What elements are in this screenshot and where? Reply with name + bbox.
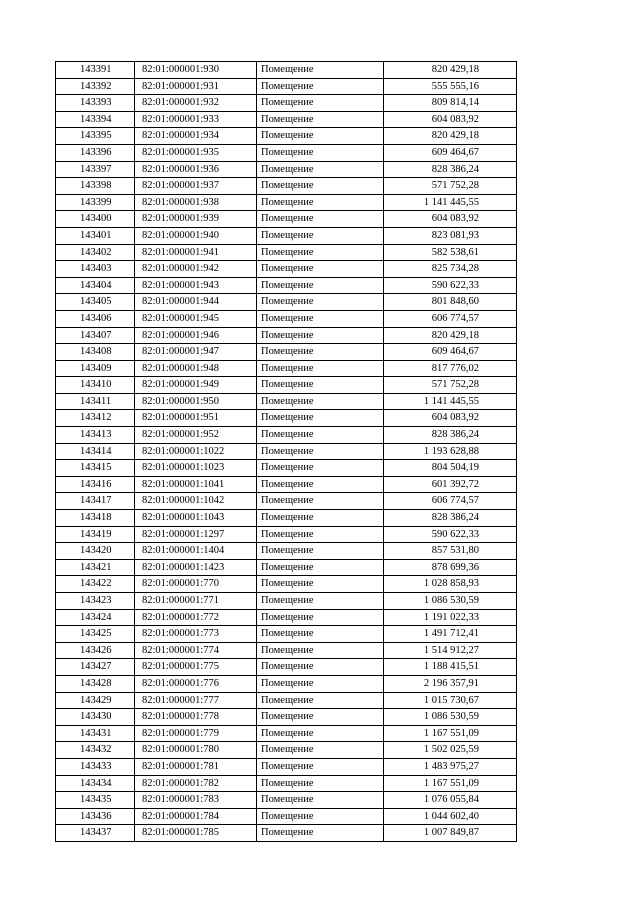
cadastral-value-cell: 857 531,80	[384, 543, 517, 560]
table-row	[56, 377, 517, 394]
cadastral-number-cell: 82:01:000001:775	[135, 659, 257, 676]
table-row	[56, 675, 517, 692]
row-number-cell: 143432	[56, 742, 135, 759]
cadastral-value-cell: 1 007 849,87	[384, 825, 517, 842]
cadastral-number-cell: 82:01:000001:783	[135, 792, 257, 809]
cadastral-number-cell: 82:01:000001:776	[135, 675, 257, 692]
table-row	[56, 692, 517, 709]
table-row	[56, 128, 517, 145]
cadastral-value-cell: 1 141 445,55	[384, 393, 517, 410]
row-number-cell: 143436	[56, 808, 135, 825]
cadastral-value-cell: 555 555,16	[384, 78, 517, 95]
row-number-cell: 143414	[56, 443, 135, 460]
row-number-cell: 143429	[56, 692, 135, 709]
cadastral-value-cell: 571 752,28	[384, 377, 517, 394]
cadastral-value-cell: 1 076 055,84	[384, 792, 517, 809]
object-type-cell: Помещение	[257, 344, 384, 361]
cadastral-value-cell: 1 167 551,09	[384, 725, 517, 742]
table-row	[56, 410, 517, 427]
cadastral-value-cell: 1 044 602,40	[384, 808, 517, 825]
object-type-cell: Помещение	[257, 78, 384, 95]
table-row	[56, 327, 517, 344]
row-number-cell: 143393	[56, 95, 135, 112]
cadastral-value-cell: 1 502 025,59	[384, 742, 517, 759]
row-number-cell: 143391	[56, 62, 135, 79]
object-type-cell: Помещение	[257, 825, 384, 842]
row-number-cell: 143405	[56, 294, 135, 311]
cadastral-value-cell: 2 196 357,91	[384, 675, 517, 692]
table-row	[56, 427, 517, 444]
row-number-cell: 143435	[56, 792, 135, 809]
table-row	[56, 792, 517, 809]
row-number-cell: 143421	[56, 559, 135, 576]
cadastral-number-cell: 82:01:000001:771	[135, 593, 257, 610]
object-type-cell: Помещение	[257, 659, 384, 676]
row-number-cell: 143434	[56, 775, 135, 792]
table-row	[56, 227, 517, 244]
row-number-cell: 143418	[56, 510, 135, 527]
row-number-cell: 143412	[56, 410, 135, 427]
cadastral-number-cell: 82:01:000001:942	[135, 261, 257, 278]
cadastral-number-cell: 82:01:000001:941	[135, 244, 257, 261]
row-number-cell: 143427	[56, 659, 135, 676]
object-type-cell: Помещение	[257, 626, 384, 643]
row-number-cell: 143402	[56, 244, 135, 261]
cadastral-value-cell: 1 141 445,55	[384, 194, 517, 211]
object-type-cell: Помещение	[257, 178, 384, 195]
cadastral-number-cell: 82:01:000001:937	[135, 178, 257, 195]
cadastral-number-cell: 82:01:000001:947	[135, 344, 257, 361]
table-row	[56, 825, 517, 842]
cadastral-value-cell: 604 083,92	[384, 410, 517, 427]
cadastral-number-cell: 82:01:000001:930	[135, 62, 257, 79]
object-type-cell: Помещение	[257, 609, 384, 626]
object-type-cell: Помещение	[257, 194, 384, 211]
row-number-cell: 143417	[56, 493, 135, 510]
object-type-cell: Помещение	[257, 593, 384, 610]
row-number-cell: 143431	[56, 725, 135, 742]
table-row	[56, 725, 517, 742]
cadastral-number-cell: 82:01:000001:934	[135, 128, 257, 145]
cadastral-number-cell: 82:01:000001:938	[135, 194, 257, 211]
object-type-cell: Помещение	[257, 808, 384, 825]
cadastral-value-cell: 1 483 975,27	[384, 758, 517, 775]
cadastral-number-cell: 82:01:000001:949	[135, 377, 257, 394]
row-number-cell: 143416	[56, 476, 135, 493]
table-row	[56, 393, 517, 410]
cadastral-value-cell: 609 464,67	[384, 344, 517, 361]
cadastral-value-cell: 590 622,33	[384, 526, 517, 543]
cadastral-number-cell: 82:01:000001:780	[135, 742, 257, 759]
cadastral-value-cell: 1 514 912,27	[384, 642, 517, 659]
row-number-cell: 143413	[56, 427, 135, 444]
cadastral-value-cell: 1 167 551,09	[384, 775, 517, 792]
row-number-cell: 143392	[56, 78, 135, 95]
cadastral-number-cell: 82:01:000001:952	[135, 427, 257, 444]
table-row	[56, 510, 517, 527]
cadastral-value-cell: 606 774,57	[384, 493, 517, 510]
cadastral-number-cell: 82:01:000001:782	[135, 775, 257, 792]
cadastral-number-cell: 82:01:000001:1041	[135, 476, 257, 493]
cadastral-number-cell: 82:01:000001:948	[135, 360, 257, 377]
cadastral-value-cell: 606 774,57	[384, 310, 517, 327]
object-type-cell: Помещение	[257, 128, 384, 145]
object-type-cell: Помещение	[257, 144, 384, 161]
cadastral-number-cell: 82:01:000001:773	[135, 626, 257, 643]
object-type-cell: Помещение	[257, 294, 384, 311]
object-type-cell: Помещение	[257, 476, 384, 493]
object-type-cell: Помещение	[257, 393, 384, 410]
cadastral-number-cell: 82:01:000001:779	[135, 725, 257, 742]
table-row	[56, 709, 517, 726]
row-number-cell: 143411	[56, 393, 135, 410]
cadastral-value-cell: 817 776,02	[384, 360, 517, 377]
cadastral-number-cell: 82:01:000001:940	[135, 227, 257, 244]
table-row	[56, 758, 517, 775]
object-type-cell: Помещение	[257, 642, 384, 659]
object-type-cell: Помещение	[257, 360, 384, 377]
cadastral-value-cell: 878 699,36	[384, 559, 517, 576]
table-row	[56, 62, 517, 79]
cadastral-value-cell: 809 814,14	[384, 95, 517, 112]
cadastral-value-cell: 828 386,24	[384, 427, 517, 444]
table-row	[56, 576, 517, 593]
cadastral-number-cell: 82:01:000001:1022	[135, 443, 257, 460]
table-row	[56, 194, 517, 211]
cadastral-value-cell: 604 083,92	[384, 211, 517, 228]
object-type-cell: Помещение	[257, 510, 384, 527]
row-number-cell: 143399	[56, 194, 135, 211]
table-row	[56, 277, 517, 294]
cadastral-value-cell: 1 191 022,33	[384, 609, 517, 626]
cadastral-value-cell: 820 429,18	[384, 327, 517, 344]
cadastral-number-cell: 82:01:000001:772	[135, 609, 257, 626]
row-number-cell: 143396	[56, 144, 135, 161]
table-row	[56, 775, 517, 792]
object-type-cell: Помещение	[257, 493, 384, 510]
row-number-cell: 143424	[56, 609, 135, 626]
row-number-cell: 143409	[56, 360, 135, 377]
object-type-cell: Помещение	[257, 211, 384, 228]
cadastral-number-cell: 82:01:000001:1043	[135, 510, 257, 527]
cadastral-value-cell: 804 504,19	[384, 460, 517, 477]
object-type-cell: Помещение	[257, 377, 384, 394]
table-row	[56, 161, 517, 178]
cadastral-value-cell: 609 464,67	[384, 144, 517, 161]
table-row	[56, 642, 517, 659]
object-type-cell: Помещение	[257, 742, 384, 759]
object-type-cell: Помещение	[257, 161, 384, 178]
cadastral-value-cell: 582 538,61	[384, 244, 517, 261]
cadastral-value-cell: 1 086 530,59	[384, 593, 517, 610]
cadastral-value-cell: 828 386,24	[384, 510, 517, 527]
cadastral-value-cell: 1 086 530,59	[384, 709, 517, 726]
cadastral-number-cell: 82:01:000001:944	[135, 294, 257, 311]
cadastral-number-cell: 82:01:000001:781	[135, 758, 257, 775]
row-number-cell: 143397	[56, 161, 135, 178]
cadastral-value-cell: 590 622,33	[384, 277, 517, 294]
cadastral-value-cell: 801 848,60	[384, 294, 517, 311]
cadastral-number-cell: 82:01:000001:939	[135, 211, 257, 228]
table-row	[56, 244, 517, 261]
row-number-cell: 143404	[56, 277, 135, 294]
cadastral-value-cell: 823 081,93	[384, 227, 517, 244]
object-type-cell: Помещение	[257, 227, 384, 244]
object-type-cell: Помещение	[257, 310, 384, 327]
table-row	[56, 178, 517, 195]
row-number-cell: 143437	[56, 825, 135, 842]
cadastral-value-cell: 825 734,28	[384, 261, 517, 278]
table-row	[56, 78, 517, 95]
row-number-cell: 143426	[56, 642, 135, 659]
object-type-cell: Помещение	[257, 792, 384, 809]
table-row	[56, 460, 517, 477]
row-number-cell: 143425	[56, 626, 135, 643]
object-type-cell: Помещение	[257, 327, 384, 344]
object-type-cell: Помещение	[257, 443, 384, 460]
cadastral-number-cell: 82:01:000001:785	[135, 825, 257, 842]
cadastral-number-cell: 82:01:000001:1023	[135, 460, 257, 477]
table-row	[56, 144, 517, 161]
object-type-cell: Помещение	[257, 244, 384, 261]
cadastral-number-cell: 82:01:000001:1042	[135, 493, 257, 510]
table-row	[56, 443, 517, 460]
object-type-cell: Помещение	[257, 460, 384, 477]
cadastral-value-cell: 571 752,28	[384, 178, 517, 195]
object-type-cell: Помещение	[257, 111, 384, 128]
table-row	[56, 310, 517, 327]
row-number-cell: 143423	[56, 593, 135, 610]
row-number-cell: 143407	[56, 327, 135, 344]
table-row	[56, 476, 517, 493]
object-type-cell: Помещение	[257, 559, 384, 576]
object-type-cell: Помещение	[257, 692, 384, 709]
cadastral-value-cell: 601 392,72	[384, 476, 517, 493]
table-row	[56, 360, 517, 377]
cadastral-number-cell: 82:01:000001:932	[135, 95, 257, 112]
cadastral-number-cell: 82:01:000001:774	[135, 642, 257, 659]
row-number-cell: 143410	[56, 377, 135, 394]
cadastral-number-cell: 82:01:000001:933	[135, 111, 257, 128]
row-number-cell: 143408	[56, 344, 135, 361]
cadastral-value-cell: 1 491 712,41	[384, 626, 517, 643]
row-number-cell: 143422	[56, 576, 135, 593]
table-row	[56, 261, 517, 278]
object-type-cell: Помещение	[257, 95, 384, 112]
object-type-cell: Помещение	[257, 526, 384, 543]
row-number-cell: 143398	[56, 178, 135, 195]
row-number-cell: 143403	[56, 261, 135, 278]
object-type-cell: Помещение	[257, 543, 384, 560]
object-type-cell: Помещение	[257, 410, 384, 427]
table-row	[56, 808, 517, 825]
cadastral-value-cell: 820 429,18	[384, 62, 517, 79]
cadastral-number-cell: 82:01:000001:778	[135, 709, 257, 726]
table-row	[56, 294, 517, 311]
table-row	[56, 95, 517, 112]
row-number-cell: 143428	[56, 675, 135, 692]
table-row	[56, 344, 517, 361]
table-row	[56, 659, 517, 676]
cadastral-value-cell: 1 028 858,93	[384, 576, 517, 593]
table-row	[56, 593, 517, 610]
cadastral-number-cell: 82:01:000001:945	[135, 310, 257, 327]
table-row	[56, 742, 517, 759]
row-number-cell: 143433	[56, 758, 135, 775]
cadastral-number-cell: 82:01:000001:936	[135, 161, 257, 178]
row-number-cell: 143415	[56, 460, 135, 477]
row-number-cell: 143420	[56, 543, 135, 560]
object-type-cell: Помещение	[257, 576, 384, 593]
cadastral-value-cell: 1 193 628,88	[384, 443, 517, 460]
object-type-cell: Помещение	[257, 277, 384, 294]
row-number-cell: 143406	[56, 310, 135, 327]
object-type-cell: Помещение	[257, 758, 384, 775]
object-type-cell: Помещение	[257, 62, 384, 79]
object-type-cell: Помещение	[257, 427, 384, 444]
cadastral-number-cell: 82:01:000001:931	[135, 78, 257, 95]
row-number-cell: 143395	[56, 128, 135, 145]
cadastral-number-cell: 82:01:000001:951	[135, 410, 257, 427]
row-number-cell: 143419	[56, 526, 135, 543]
table-row	[56, 626, 517, 643]
cadastral-number-cell: 82:01:000001:1297	[135, 526, 257, 543]
cadastral-number-cell: 82:01:000001:1423	[135, 559, 257, 576]
object-type-cell: Помещение	[257, 775, 384, 792]
object-type-cell: Помещение	[257, 725, 384, 742]
property-registry-table	[55, 61, 517, 842]
cadastral-number-cell: 82:01:000001:770	[135, 576, 257, 593]
cadastral-value-cell: 1 188 415,51	[384, 659, 517, 676]
cadastral-number-cell: 82:01:000001:1404	[135, 543, 257, 560]
table-row	[56, 111, 517, 128]
cadastral-number-cell: 82:01:000001:946	[135, 327, 257, 344]
row-number-cell: 143401	[56, 227, 135, 244]
row-number-cell: 143394	[56, 111, 135, 128]
cadastral-value-cell: 1 015 730,67	[384, 692, 517, 709]
object-type-cell: Помещение	[257, 709, 384, 726]
object-type-cell: Помещение	[257, 261, 384, 278]
cadastral-number-cell: 82:01:000001:784	[135, 808, 257, 825]
cadastral-value-cell: 604 083,92	[384, 111, 517, 128]
cadastral-number-cell: 82:01:000001:950	[135, 393, 257, 410]
table-row	[56, 493, 517, 510]
table-row	[56, 526, 517, 543]
table-row	[56, 211, 517, 228]
row-number-cell: 143430	[56, 709, 135, 726]
cadastral-value-cell: 828 386,24	[384, 161, 517, 178]
table-row	[56, 543, 517, 560]
table-row	[56, 609, 517, 626]
object-type-cell: Помещение	[257, 675, 384, 692]
row-number-cell: 143400	[56, 211, 135, 228]
table-body	[56, 62, 517, 842]
cadastral-value-cell: 820 429,18	[384, 128, 517, 145]
cadastral-number-cell: 82:01:000001:777	[135, 692, 257, 709]
table-row	[56, 559, 517, 576]
cadastral-number-cell: 82:01:000001:943	[135, 277, 257, 294]
cadastral-number-cell: 82:01:000001:935	[135, 144, 257, 161]
